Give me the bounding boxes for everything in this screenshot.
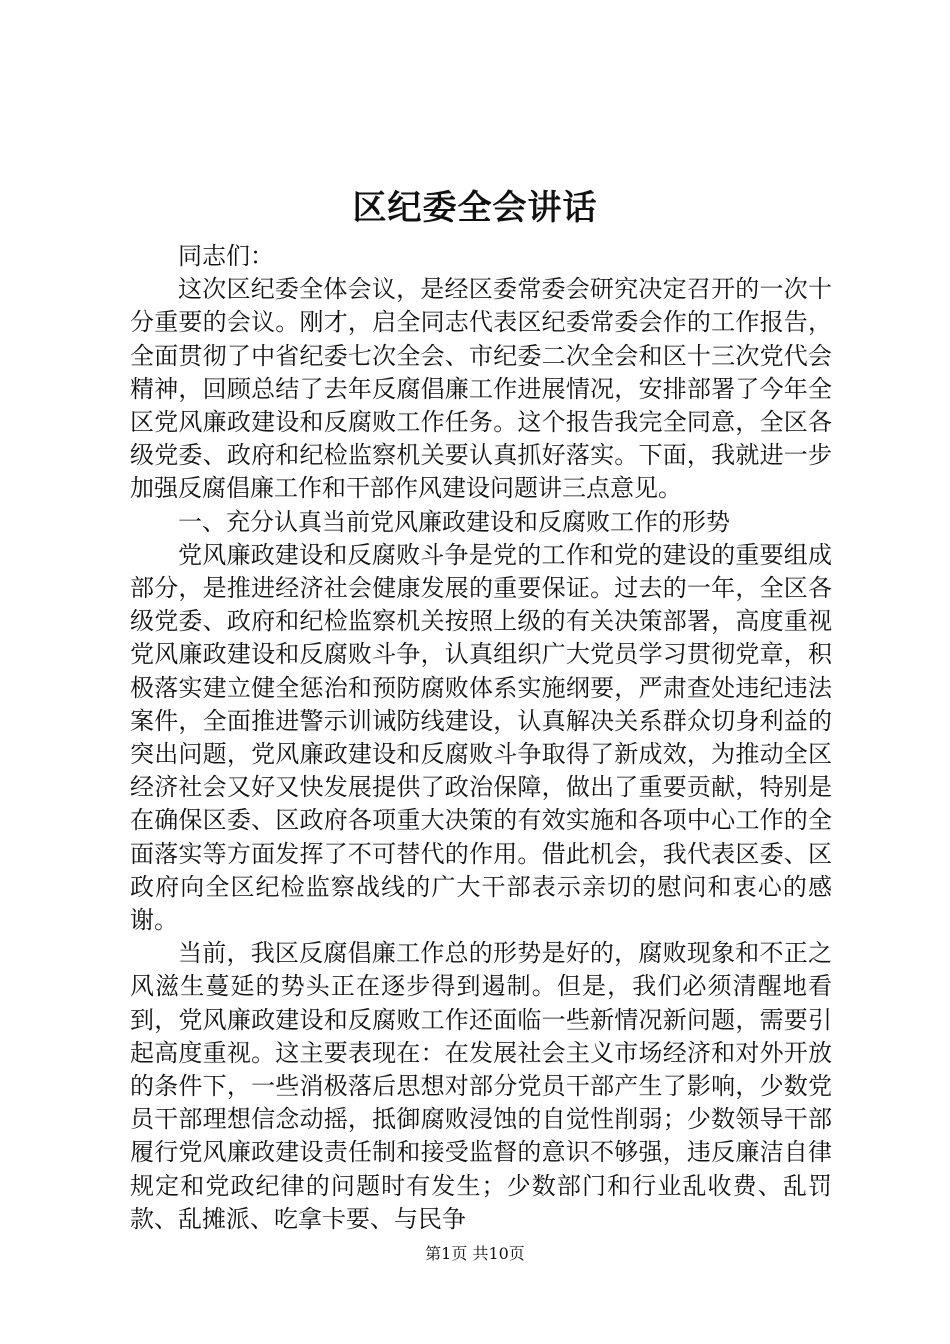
section-heading-1: 一、充分认真当前党风廉政建设和反腐败工作的形势: [178, 507, 730, 536]
page-number-footer: 第1页 共10页: [425, 1244, 525, 1263]
salutation: 同志们：: [178, 242, 274, 270]
paragraph-current-situation: 当前，我区反腐倡廉工作总的形势是好的，腐败现象和不正之风滋生蔓延的势头正在逐步得到遏制。但是，我们必须清醒地看到，党风廉政建设和反腐败工作还面临一些新情况新问题，需要引起高度重视。这主要表现在：在发展社会主义市场经济和对外开放的条件下，一些消极落后思想对部分党员干部产生了影响，少数党员干部理想信念动摇，抵御腐败浸蚀的自觉性削弱；少数领导干部履行党风廉政建设责任制和接受监督的意识不够强，违反廉洁自律规定和党政纪律的问题时有发生；少数部门和行业乱收费、乱罚款、乱摊派、吃拿卡要、与民争: [130, 939, 832, 1233]
paragraph-achievements: 党风廉政建设和反腐败斗争是党的工作和党的建设的重要组成部分，是推进经济社会健康发展的重要保证。过去的一年，全区各级党委、政府和纪检监察机关按照上级的有关决策部署，高度重视党风廉政建设和反腐败斗争，认真组织广大党员学习贯彻党章，积极落实建立健全惩治和预防腐败体系实施纲要，严肃查处违纪违法案件，全面推进警示训诫防线建设，认真解决关系群众切身利益的突出问题，党风廉政建设和反腐败斗争取得了新成效，为推动全区经济社会又好又快发展提供了政治保障，做出了重要贡献，特别是在确保区委、区政府各项重大决策的有效实施和各项中心工作的全面落实等方面发挥了不可替代的作用。借此机会，我代表区委、区政府向全区纪检监察战线的广大干部表示亲切的慰问和衷心的感谢。: [130, 540, 832, 935]
document-title: 区纪委全会讲话: [352, 188, 598, 228]
document-body: [130, 240, 832, 1236]
paragraph-intro: 这次区纪委全体会议，是经区委常委会研究决定召开的一次十分重要的会议。刚才，启全同志代表区纪委常委会作的工作报告，全面贯彻了中省纪委七次全会、市纪委二次全会和区十三次党代会精神，回顾总结了去年反腐倡廉工作进展情况，安排部署了今年全区党风廉政建设和反腐败工作任务。这个报告我完全同意，全区各级党委、政府和纪检监察机关要认真抓好落实。下面，我就进一步加强反腐倡廉工作和干部作风建设问题讲三点意见。: [130, 275, 832, 503]
